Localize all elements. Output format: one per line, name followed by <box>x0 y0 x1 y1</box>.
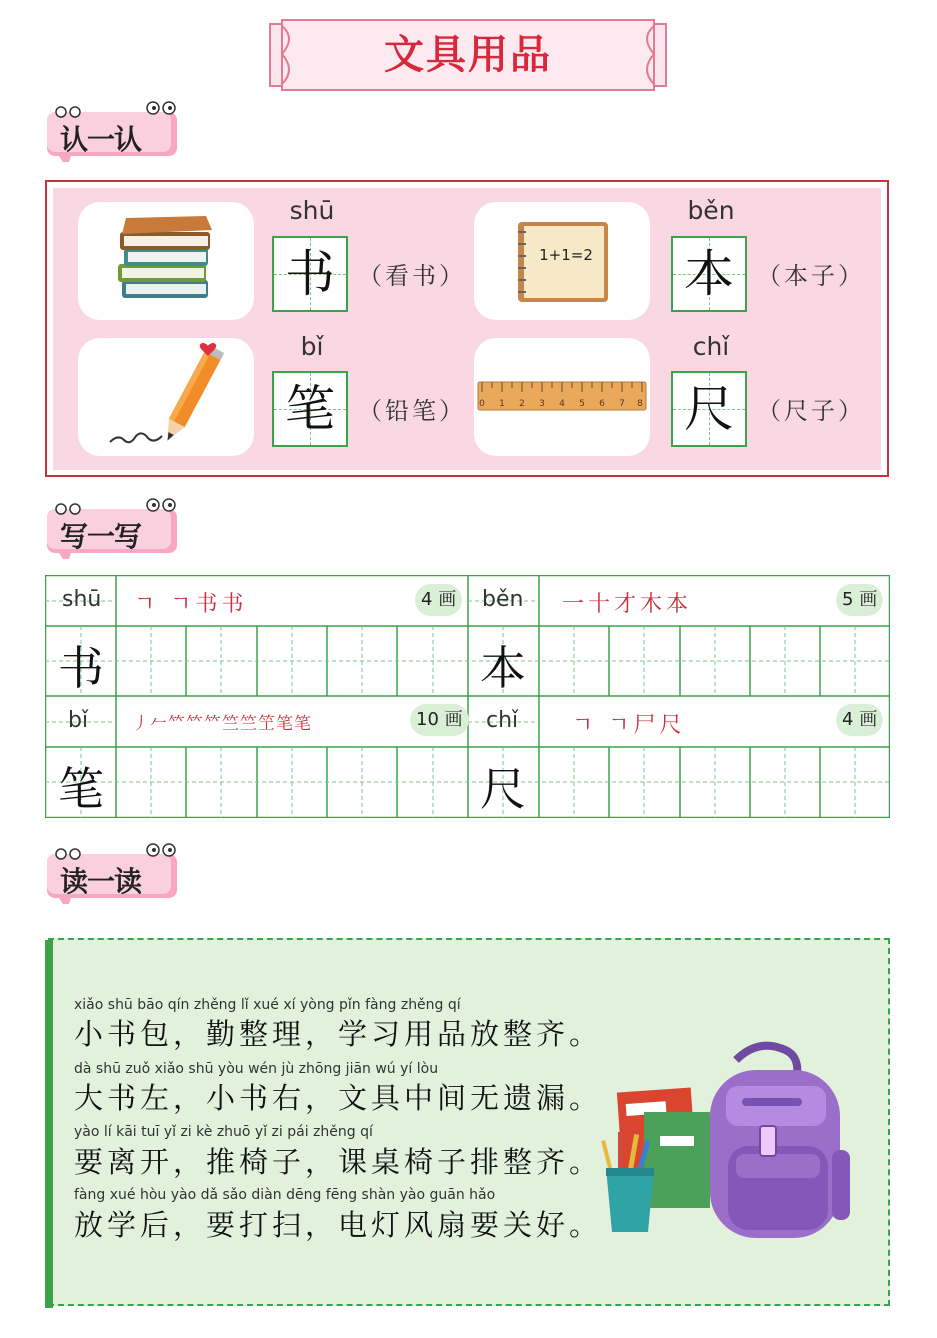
notebook-picture <box>474 202 650 320</box>
char-box <box>272 236 348 312</box>
reading-line: 大书左，小书右，文具中间无遗漏。 <box>74 1081 603 1115</box>
svg-text:4: 4 <box>559 399 565 409</box>
reading-line: 小书包，勤整理，学习用品放整齐。 <box>74 1017 603 1051</box>
section-title-read: 读一读 <box>60 865 142 898</box>
stroke-order: 丿𠂉𥫗𥫗𥫗竺竺笁笔笔 <box>132 714 312 734</box>
svg-text:5: 5 <box>579 399 585 409</box>
svg-text:8: 8 <box>637 399 643 409</box>
notebook-text: 1+1=2 <box>539 246 593 264</box>
books-picture <box>78 202 254 320</box>
books-icon <box>78 202 254 320</box>
model-char: 本 <box>480 641 526 695</box>
stroke-count-badge: 4 画 <box>415 584 462 616</box>
model-char: 笔 <box>58 762 104 816</box>
reading-line: 要离开，推椅子，课桌椅子排整齐。 <box>74 1145 603 1179</box>
svg-text:7: 7 <box>619 399 625 409</box>
svg-text:6: 6 <box>599 399 605 409</box>
reading-line: 放学后，要打扫，电灯风扇要关好。 <box>74 1208 603 1242</box>
stroke-order: ㄱ ㄱ书书 <box>134 592 248 617</box>
notebook-icon <box>474 202 650 320</box>
reading-pinyin: fàng xué hòu yào dǎ sǎo diàn dēng fēng shàn yào guān hǎo <box>74 1187 496 1203</box>
reading-pinyin: yào lí kāi tuī yǐ zi kè zhuō yǐ zi pái zhěng qí <box>74 1124 373 1140</box>
char-box <box>671 236 747 312</box>
card-word: （本子） <box>757 262 865 290</box>
card-pinyin: běn <box>687 196 735 225</box>
section-title-write: 写一写 <box>60 520 142 553</box>
ruler-picture <box>474 338 650 456</box>
card-word: （铅笔） <box>358 397 466 425</box>
card-char: 笔 <box>285 380 335 438</box>
write-pinyin: bǐ <box>68 708 89 733</box>
pencil-picture <box>78 338 254 456</box>
model-char: 书 <box>58 641 104 695</box>
write-pinyin: shū <box>62 587 102 612</box>
svg-text:0: 0 <box>479 399 485 409</box>
page-title: 文具用品 <box>384 32 552 78</box>
card-pinyin: shū <box>289 196 335 225</box>
stroke-count-badge: 4 画 <box>836 704 883 736</box>
reading-accent-bar <box>45 940 53 1308</box>
card-char: 尺 <box>684 380 734 438</box>
ruler-icon <box>474 338 650 456</box>
card-char: 书 <box>285 245 335 303</box>
stroke-count-badge: 10 画 <box>410 704 469 736</box>
card-char: 本 <box>684 245 734 303</box>
section-title-recognize: 认一认 <box>60 123 142 156</box>
model-char: 尺 <box>480 762 526 816</box>
stroke-order: ㄱ ㄱ尸尺 <box>572 713 686 738</box>
card-word: （尺子） <box>757 397 865 425</box>
write-pinyin: chǐ <box>486 708 519 733</box>
stroke-order: 一十才木本 <box>562 592 693 617</box>
stroke-count-badge: 5 画 <box>836 584 883 616</box>
pencil-icon <box>78 338 254 456</box>
char-box <box>272 371 348 447</box>
svg-text:2: 2 <box>519 399 525 409</box>
write-pinyin: běn <box>482 587 524 612</box>
reading-pinyin: dà shū zuǒ xiǎo shū yòu wén jù zhōng jiān wú yí lòu <box>74 1061 439 1077</box>
card-word: （看书） <box>358 262 466 290</box>
reading-pinyin: xiǎo shū bāo qín zhěng lǐ xué xí yòng pǐn fàng zhěng qí <box>74 997 461 1013</box>
char-box <box>671 371 747 447</box>
card-pinyin: bǐ <box>300 332 324 361</box>
backpack-icon <box>710 1046 850 1238</box>
card-pinyin: chǐ <box>692 332 730 361</box>
svg-text:1: 1 <box>499 399 505 409</box>
backpack-illustration <box>596 1040 856 1252</box>
svg-text:3: 3 <box>539 399 545 409</box>
